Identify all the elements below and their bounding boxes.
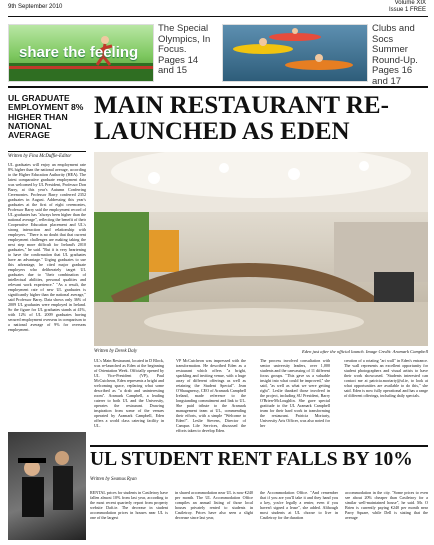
main-story-column-3: The process involved consultation with senior university leaders, over 1,000 students and the canvassing of 11 different focus groups. "This gave us a valuable insight into what could be improved," she said, "as well as what we were getting right". Leslie thanked those involved in the project, including SU President, Barry O'Brien-McLoughlin. She gave special gratitude to the UL Aramark Campbell team for their hard work in transforming the restaurant. Patricia Moriarty, University Arts Officer, was also noted for her [260,358,330,428]
main-story-column-1: UL's Main Restaurant, located in D Block, was re-launched as Eden at the beginning of Orientation Week. Officially opened by UL Vice-President (VP), Paul McCutcheon, Eden represents a bright and welcoming space, replacing what some described as "a drab and uninteresting room". Aramark Campbell, a leading caterer to both UL and the University, operates the restaurant. Drawing inspiration from some of the venues operated by Aramark Campbell, Eden offers a world class catering facility in UL. [94,358,164,428]
masthead-rule [8,16,428,17]
main-story-headline[interactable]: MAIN RESTAURANT RE-LAUNCHED AS EDEN [94,92,389,145]
bottom-section-rule [90,445,428,447]
section-rule [8,86,428,88]
kayak-photo-icon [223,25,367,81]
issue-volume-info [389,0,426,14]
bottom-story-byline: Written by Seamus Ryan [90,477,137,482]
left-story-headline[interactable]: UL GRADUATE EMPLOYMENT 8% HIGHER THAN NATIONAL AVERAGE [8,93,84,141]
main-story-byline: Written by Derek Daly [94,349,138,354]
special-olympics-promo-image[interactable] [8,24,154,82]
left-story-body: UL graduates will enjoy an employment rate 8% higher than the national average, according to the Higher Education Authority (HEA). The latest comparative graduate employment data was welcomed by UL President, Professor Don Barry, at this year's Autumn Conferring Ceremonies. Professor Barry conferred 2352 graduates in August. Addressing this year's graduates at the first of eight ceremonies, Professor Barry said the employment record of UL graduates has "always been higher than the national average", reflecting the benefit of their Cooperative Education placement and UL's strong interaction and relationship with employers. "There is no doubt that that current employment challenges are making taking the next step more difficult for Ireland's 2010 graduates," he said. "But it is very heartening to have the confirmation that UL graduates have an advantage." Urging graduates to use this advantage, he cited major graduate employers who deliberately target UL graduates due to "their combination of intellectual abilities, personal qualities and relevant work experience." "As a result, the employment rate of new UL graduates is significantly higher than the national average," said Professor Barry. Data shows only 36% of 2009 UL graduates were employed in Ireland. So the figure for UL graduates stands at 41%, with 12% of UL 2009 graduates having secured employment overseas in comparison to a national average of 9% for overseas employment. [8,162,86,332]
issue-date: 9th September 2010 [8,4,63,10]
bottom-story-column-4: accommodation in the city. "Some prices to even see about 20% cheaper than Castletroy for a similar well-maintained house", he said. Mr. O Brien is currently paying €240 per month near Parry Square, while Dell is stating that the average [345,490,428,520]
bottom-story-headline[interactable]: UL STUDENT RENT FALLS BY 10% [90,449,413,470]
main-story-column-2: VP McCutcheon was impressed with the transformation. He described Eden as a restaurant which offers "a bright, sparkling and inviting venue, with a huge array of different offerings as well as retaining the Student Special". Jean O'Shaugnessy, CEO of Aramark Campbell Ireland, made reference to the longstanding commitment and link to UL. She paid tribute to the Aramark management team at UL, commending their efforts, with a simple "Welcome to Eden!". Leslie Stevens, Director of Campus Life Services, discussed the efforts taken to develop Eden. [176,358,246,433]
left-story-byline: Written by Fina McDuffie-Editor [8,154,72,159]
bottom-story-column-1: RENTAL prices for students in Castletroy have fallen almost 10% from last year, according to the most recent quarterly report from property website Daft.ie. The decrease in student accommodation prices in houses near UL is one of the largest [90,490,168,520]
clubs-socs-promo-image[interactable] [222,24,368,82]
graduates-photo [8,432,86,540]
bottom-story-column-2: in shared accommodation near UL is now €240 per month. The UL Accommodation Office compiles an annual listing of those local houses privately rented to students in Castletroy. Prices have also seen a slight decrease since last year, [175,490,253,520]
main-story-column-4: creation of a rotating "art wall" in Eden's entrance. The wall represents an excellent opportunity for student photographers and visual artists to have their work showcased. "Students interested can contact me at patricia.moriarty@ul.ie, to look at what opportunities are available to do this," she said. Eden is now fully operational and has a range of different offerings, including daily specials. [344,358,428,398]
graduates-photo-icon [8,432,86,540]
bottom-story-column-3: the Accommodation Office. "And remember that if you are you'll take it and they hand you a key, you're legally a renter, even if you haven't signed a lease", she added. Although most students at UL choose to live in Castletroy for the duration [260,490,338,520]
volume-label: Volume XIX [394,0,426,6]
main-photo-caption: Eden just after the official launch. Image Credit: Aramark Campbell [301,349,428,354]
promo-image-slogan: share the feeling [19,44,139,61]
special-olympics-promo-text[interactable]: The Special Olympics, In Focus. Pages 14 and 15 [158,23,211,76]
eden-restaurant-photo [94,152,428,346]
clubs-socs-promo-text[interactable]: Clubs and Socs Summer Round-Up. Pages 16 and 17 [372,23,418,87]
restaurant-photo-icon [94,152,428,346]
issue-label: Issue 1 FREE [388,7,426,13]
left-headline-rule [8,151,86,152]
